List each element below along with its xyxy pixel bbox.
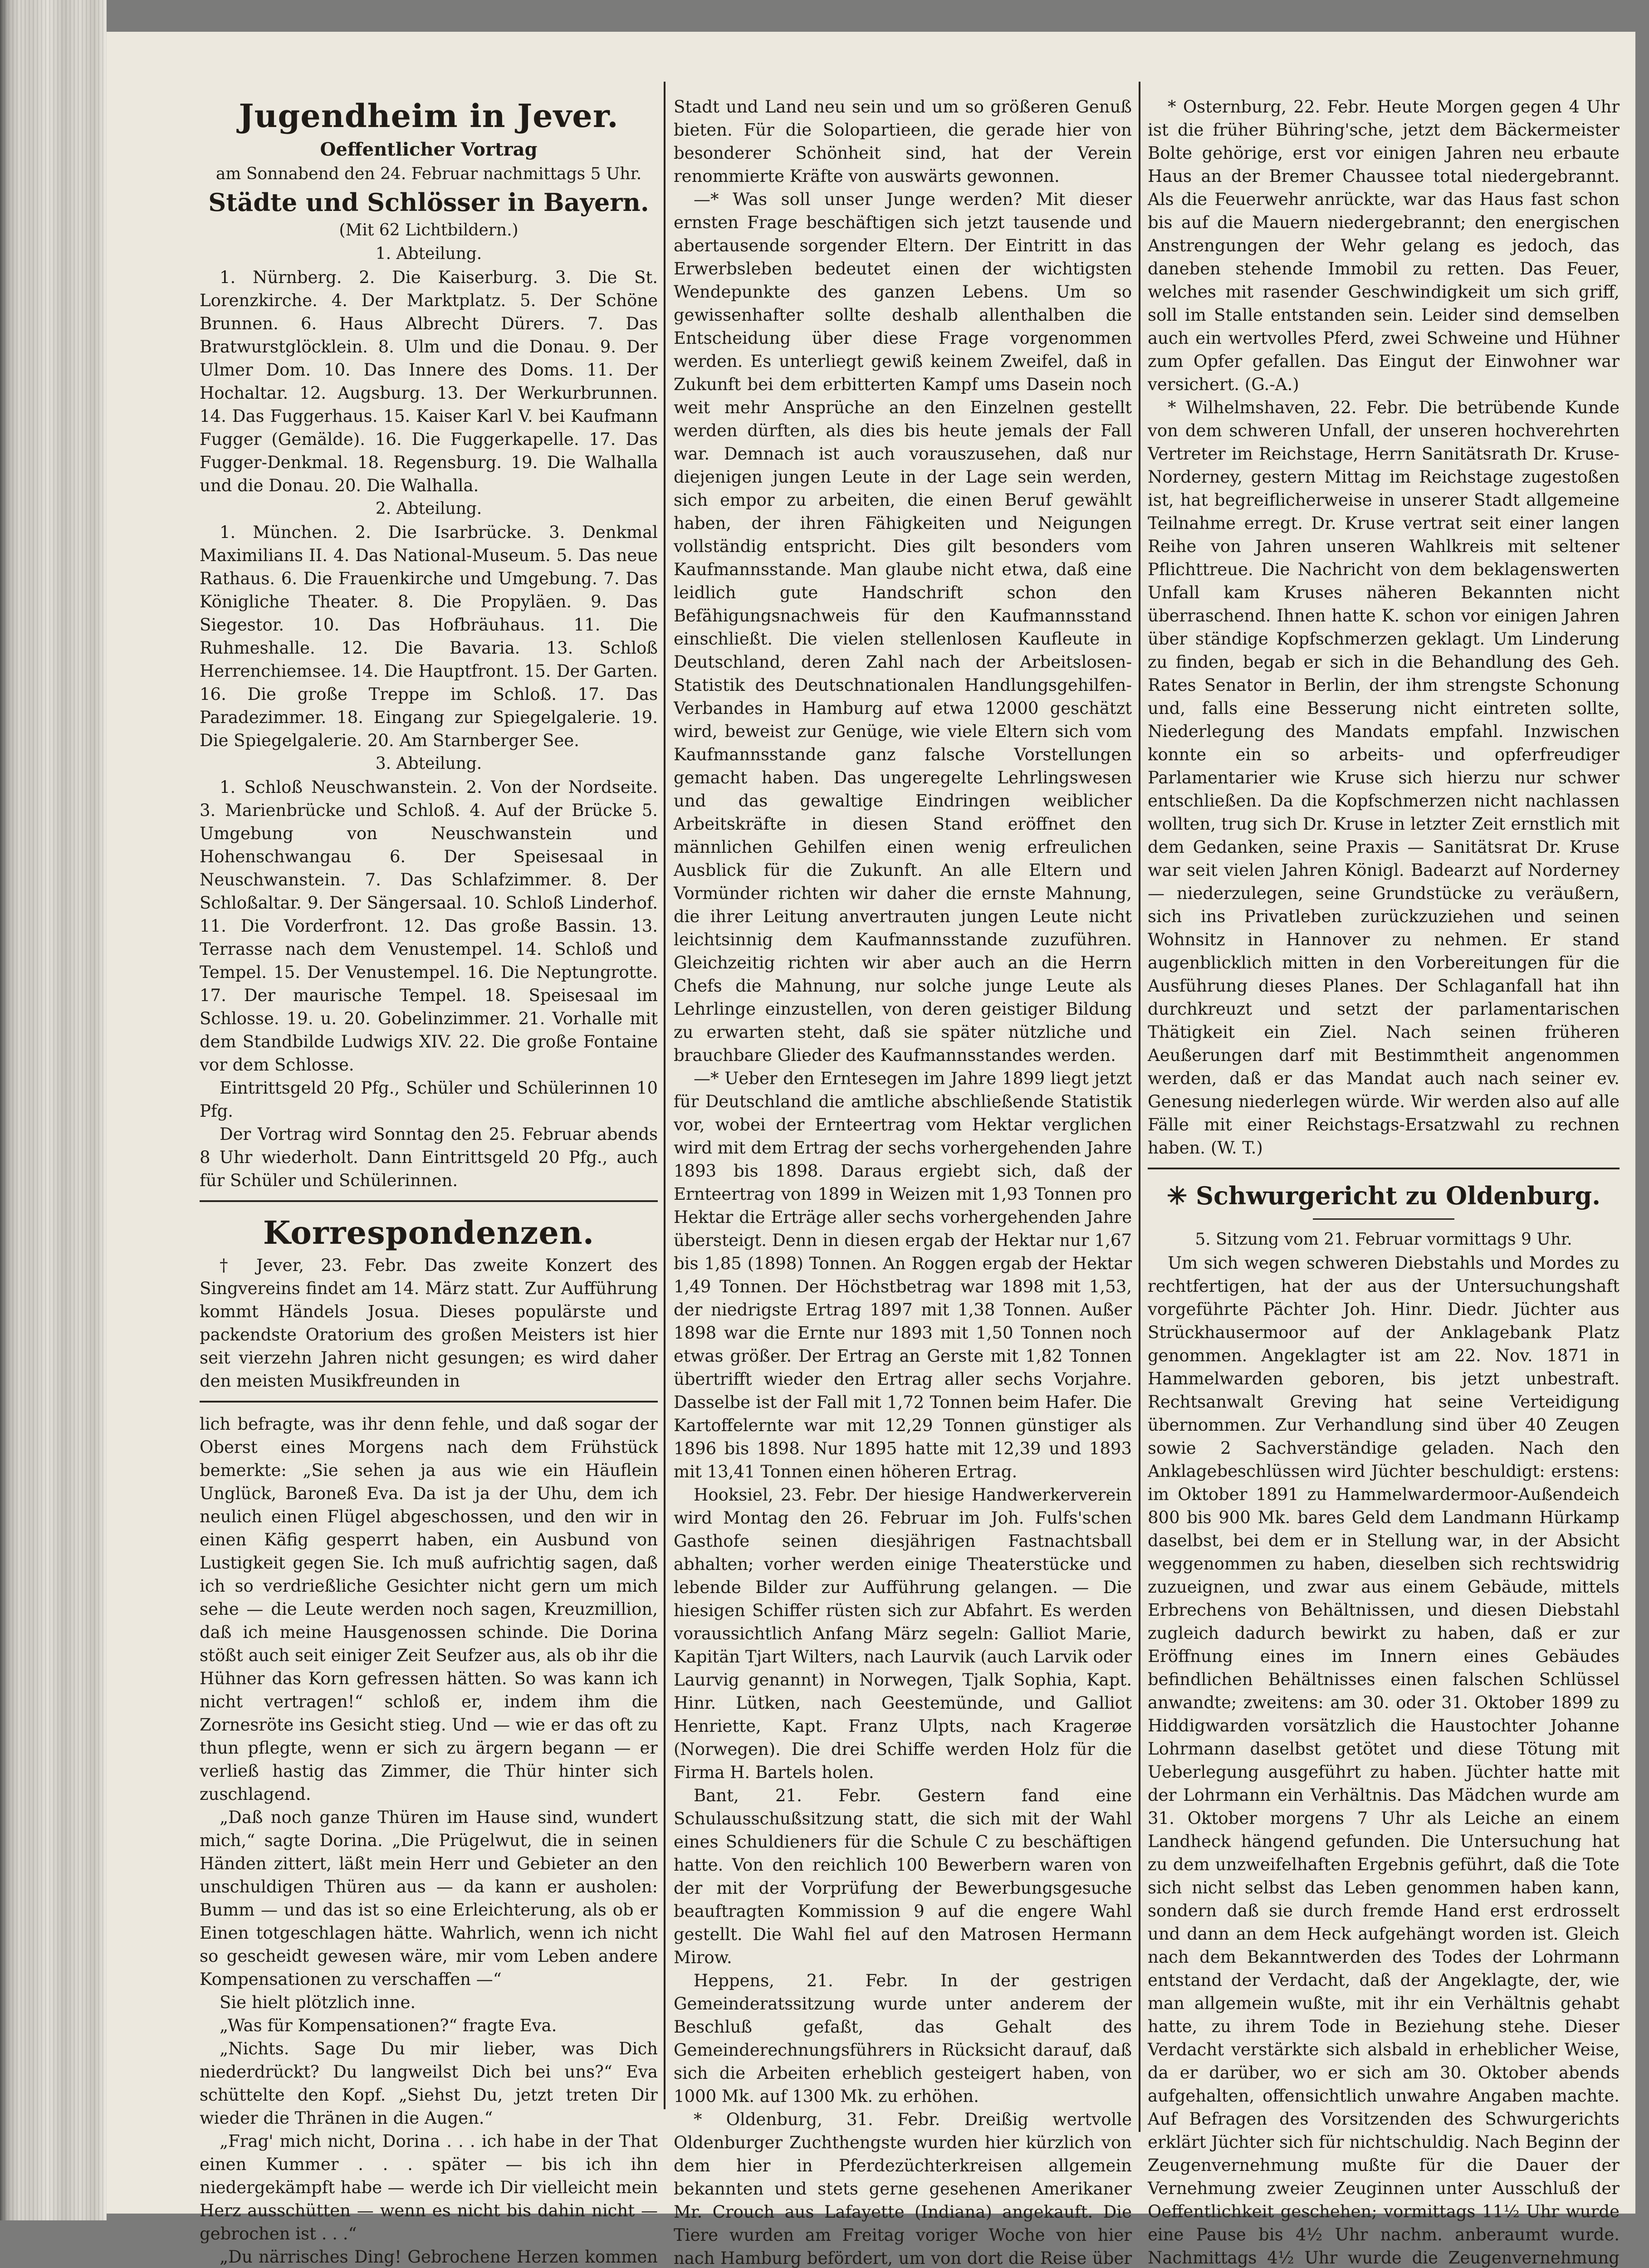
abteilung-3-label: 3. Abteilung. bbox=[375, 754, 482, 773]
article-erntesegen: —* Ueber den Erntesegen im Jahre 1899 liegt jetzt für Deutschland die amtliche abschließende Statistik vor, wobei der Ernteertrag vom Hektar verglichen wird mit dem Ertrag der sechs vorhergehenden Jahre 1893 bis 1898. Daraus ergiebt sich, daß der Ernteertrag von 1899 in Weizen mit 1,93 Tonnen pro Hektar die Erträge aller sechs vorhergehenden Jahre übersteigt. Denn in diesen ergab der Hektar nur 1,67 bis 1,85 (1898) Tonnen. An Roggen ergab der Hektar 1,49 Tonnen. Der Höchstbetrag war 1898 mit 1,53, der niedrigste Ertrag 1897 mit 1,38 Tonnen. Außer 1898 war die Ernte nur 1893 mit 1,50 Tonnen noch etwas größer. Der Ertrag an Gerste mit 1,82 Tonnen übertrifft wieder den Ertrag aller sechs Vorjahre. Dasselbe ist der Fall mit 1,72 Tonnen beim Hafer. Die Kartoffelernte war mit 12,29 Tonnen günstiger als 1896 bis 1898. Nur 1895 hatte mit 12,39 und 1893 mit 13,41 Tonnen einen höheren Ertrag. bbox=[674, 1069, 1132, 1481]
story-paragraph: „Was für Kompensationen?“ fragte Eva. bbox=[220, 2016, 557, 2035]
story-paragraph: „Frag' mich nicht, Dorina . . . ich habe in der That einen Kummer . . . später — bis ich ihn niedergekämpft habe — werde ich Dir vielleicht mein Herz ausschütten — wenn es nicht bis dahin nicht — gebrochen ist . . .“ bbox=[200, 2131, 658, 2244]
schwurgericht-paragraph: Um sich wegen schweren Diebstahls und Mordes zu rechtfertigen, hat der aus der Untersuchungshaft vorgeführte Pächter Joh. Hinr. Diedr. Jüchter aus Strückhausermoor auf der Anklagebank Platz genommen. Angeklagter ist am 22. Nov. 1871 in Hammelwarden geboren, bis jetzt unbestraft. Rechtsanwalt Greving hat seine Verteidigung übernommen. Zur Verhandlung sind über 40 Zeugen sowie 2 Sachverständige geladen. Nach den Anklagebeschlüssen wird Jüchter beschuldigt: erstens: im Oktober 1891 zu Hammelwardermoor-Außendeich 800 bis 900 Mk. bares Geld dem Landmann Hürkamp daselbst, bei dem er in Stellung war, in der Absicht weggenommen zu haben, dieselben sich rechtswidrig zuzueignen, und zwar aus einem Gebäude, mittels Erbrechens von Behältnissen, und diesen Diebstahl zugleich dadurch bewirkt zu haben, daß er zur Eröffnung eines im Innern eines Gebäudes befindlichen Behältnisses einen falschen Schlüssel anwandte; zweitens: am 30. oder 31. Oktober 1899 zu Hiddigwarden vorsätzlich die Haustochter Johanne Lohrmann daselbst getötet und diese Tötung mit Ueberlegung ausgeführt zu haben. Jüchter hatte mit der Lohrmann ein Verhältnis. Das Mädchen wurde am 31. Oktober morgens 7 Uhr als Leiche an einem Landheck hängend gefunden. Die Untersuchung hat zu dem unzweifelhaften Ergebnis geführt, daß die Tote sich nicht selbst das Leben genommen haben kann, sondern daß sie durch fremde Hand erst erdrosselt und dann an dem Heck aufgehängt worden ist. Gleich nach dem Bekanntwerden des Todes der Lohrmann entstand der Verdacht, daß der Angeklagte, der, wie man allgemein wußte, mit ihr ein Verhältnis gehabt hatte, zu ihrem Tode in Beziehung stehe. Dieser Verdacht verstärkte sich alsbald in erheblicher Weise, da er darüber, wo er sich am 30. Oktober abends aufgehalten, offensichtlich unwahre Angaben machte. Auf Befragen des Vorsitzenden des Schwurgerichts erklärt Jüchter sich für nichtschuldig. Nach Beginn der Zeugenvernehmung mußte für die Dauer der Vernehmung zweier Zeuginnen unter Ausschluß der Oeffentlichkeit geschehen; vormittags 11½ Uhr wurde eine Pause bis 4½ Uhr nachm. anberaumt wurde. Nachmittags 4½ Uhr wurde die Zeugenvernehmung bbox=[1148, 1253, 1620, 2268]
jugendheim-title: Jugendheim in Jever. bbox=[239, 97, 619, 135]
article-jever-continued: Stadt und Land neu sein und um so größeren Genuß bieten. Für die Solopartieen, die gerade hier von besonderer Schönheit sind, hat der Verein renommierte Kräfte von auswärts gewonnen. bbox=[674, 97, 1132, 186]
vortrag-heading: Oeffentlicher Vortrag bbox=[320, 139, 538, 160]
vortrag-date: am Sonnabend den 24. Februar nachmittags 5 Uhr. bbox=[215, 165, 642, 183]
schwurgericht-title: ✳ Schwurgericht zu Oldenburg. bbox=[1166, 1181, 1601, 1210]
section-rule bbox=[200, 1200, 658, 1202]
column-1 bbox=[200, 95, 658, 2267]
vortrag-topic: Städte und Schlösser in Bayern. bbox=[208, 188, 649, 217]
article-junge: —* Was soll unser Junge werden? Mit dieser ernsten Frage beschäftigen sich jetzt tausende und abertausende sorgender Eltern. Der Eintritt in das Erwerbsleben bedeutet einen der wichtigsten Wendepunkte des ganzen Lebens. Um so gewissenhafter sollte deshalb allenthalben die Entscheidung über diese Frage vorgenommen werden. Es unterliegt gewiß keinem Zweifel, daß in Zukunft bei dem erbitterten Kampf ums Dasein noch weit mehr Ansprüche an den Einzelnen gestellt werden dürften, als dies bis heute jemals der Fall war. Demnach ist auch vorauszusehen, daß nur diejenigen jungen Leute in der Lage sein werden, sich empor zu arbeiten, die einen Beruf gewählt haben, der ihren Fähigkeiten und Neigungen vollständig entspricht. Dies gilt besonders vom Kaufmannsstande. Man glaube nicht etwa, daß eine leidlich gute Handschrift schon den Befähigungsnachweis für den Kaufmannsstand einschließt. Die vielen stellenlosen Kaufleute in Deutschland, deren Zahl nach der Arbeitslosen-Statistik des Deutschnationalen Handlungsgehilfen-Verbandes in Hamburg auf etwa 12000 geschätzt wird, beweist zur Genüge, wie viele Eltern sich vom Kaufmannsstande ganz falsche Vorstellungen gemacht haben. Das ungeregelte Lehrlingswesen und das gewaltige Eindringen weiblicher Arbeitskräfte in diesen Stand eröffnet den männlichen Gehilfen einen wenig erfreulichen Ausblick für die Zukunft. An alle Eltern und Vormünder richten wir daher die ernste Mahnung, die ihrer Leitung anvertrauten jungen Leute nicht leichtsinnig dem Kaufmannsstande zuzuführen. Gleichzeitig richten wir aber auch an die Herrn Chefs die Mahnung, nur solche junge Leute als Lehrlinge einzustellen, von deren geistiger Bildung zu erwarten steht, daß sie später nützliche und brauchbare Glieder des Kaufmannsstandes werden. bbox=[674, 190, 1132, 1065]
article-bant: Bant, 21. Febr. Gestern fand eine Schulausschußsitzung statt, die sich mit der Wahl eines Schuldieners für die Schule C zu beschäftigen hatte. Von den reichlich 100 Bewerbern waren von der mit der Vorprüfung der Bewerbungsgesuche beauftragten Kommission 9 auf die engere Wahl gestellt. Die Wahl fiel auf den Matrosen Hermann Mirow. bbox=[674, 1786, 1132, 1967]
story-paragraph: lich befragte, was ihr denn fehle, und daß sogar der Oberst eines Morgens nach dem Frühstück bemerkte: „Sie sehen ja aus wie ein Häuflein Unglück, Baroneß Eva. Da ist ja der Uhu, dem ich neulich einen Flügel abgeschossen, und den wir in einen Käfig gesperrt haben, ein Ausbund von Lustigkeit gegen Sie. Ich muß aufrichtig sagen, daß ich so verdrießliche Gesichter nicht gern um mich sehe — die Leute werden noch sagen, Kreuzmillion, daß ich meine Hausgenossen schinde. Die Dorina stößt auch seit einiger Zeit Seufzer aus, als ob ihr die Hühner das Korn gefressen hätten. So was kann ich nicht vertragen!“ schloß er, indem ihm die Zornesröte ins Gesicht stieg. Und — wie er das oft zu thun pflegte, wenn er sich zu ärgern begann — er verließ hastig das Zimmer, die Thür hinter sich zuschlagend. bbox=[200, 1414, 658, 1804]
story-paragraph: „Du närrisches Ding! Gebrochene Herzen kommen bbox=[220, 2247, 658, 2267]
feuilleton-rule bbox=[200, 1401, 658, 1403]
article-oldenburg-1: * Oldenburg, 31. Febr. Dreißig wertvolle Oldenburger Zuchthengste wurden hier kürzlich von dem hier in Pferdezüchterkreisen allgemein bekannten und stets gerne gesehenen Amerikaner Mr. Crouch aus Lafayette (Indiana) angekauft. Die Tiere wurden am Freitag voriger Woche von hier nach Hamburg befördert, um von dort die Reise über bbox=[674, 2110, 1132, 2268]
article-jever: † Jever, 23. Febr. Das zweite Konzert des Singvereins findet am 14. März statt. Zur Aufführung kommt Händels Josua. Dieses populärste und packendste Oratorium des großen Meisters ist hier seit vierzehn Jahren nicht gesungen; es wird daher den meisten Musikfreunden in bbox=[200, 1256, 658, 1391]
abteilung-1-text: 1. Nürnberg. 2. Die Kaiserburg. 3. Die St. Lorenzkirche. 4. Der Marktplatz. 5. Der Schöne Brunnen. 6. Haus Albrecht Dürers. 7. Das Bratwurstglöcklein. 8. Ulm und die Donau. 9. Der Ulmer Dom. 10. Das Innere des Doms. 11. Der Hochaltar. 12. Augsburg. 13. Der Werkurbrunnen. 14. Das Fuggerhaus. 15. Kaiser Karl V. bei Kaufmann Fugger (Gemälde). 16. Die Fuggerkapelle. 17. Das Fugger-Denkmal. 18. Regensburg. 19. Die Walhalla und die Donau. 20. Die Walhalla. bbox=[200, 268, 658, 495]
story-paragraph: „Nichts. Sage Du mir lieber, was Dich niederdrückt? Du langweilst Dich bei uns?“ Eva schüttelte den Kopf. „Siehst Du, jetzt treten Dir wieder die Thränen in die Augen.“ bbox=[200, 2039, 658, 2128]
column-3 bbox=[1148, 95, 1620, 2268]
abteilung-1-label: 1. Abteilung. bbox=[375, 244, 482, 263]
article-osternburg: * Osternburg, 22. Febr. Heute Morgen gegen 4 Uhr ist die früher Bühring'sche, jetzt dem Bäckermeister Bolte gehörige, erst vor einigen Jahren neu erbaute Haus an der Bremer Chaussee total niedergebrannt. Als die Feuerwehr anrückte, war das Haus fast schon bis auf die Mauern niedergebrannt; den energischen Anstrengungen der Wehr gelang es jedoch, das daneben stehende Immobil zu retten. Das Feuer, welches mit rasender Geschwindigkeit um sich griff, soll im Stalle entstanden sein. Leider sind demselben auch ein wertvolles Pferd, zwei Schweine und Hühner zum Opfer gefallen. Das Eingut der Einwohner war versichert. (G.-A.) bbox=[1148, 97, 1620, 394]
section-rule bbox=[1148, 1168, 1620, 1169]
title-underline bbox=[1313, 1218, 1454, 1220]
korrespondenzen-title: Korrespondenzen. bbox=[263, 1214, 595, 1251]
column-2 bbox=[674, 95, 1132, 2268]
vortrag-images: (Mit 62 Lichtbildern.) bbox=[339, 221, 519, 240]
sitzung-line: 5. Sitzung vom 21. Februar vormittags 9 Uhr. bbox=[1195, 1230, 1572, 1249]
article-heppens: Heppens, 21. Febr. In der gestrigen Gemeinderatssitzung wurde unter anderem der Beschluß gefaßt, das Gehalt des Gemeinderechnungsführers in Rücksicht darauf, daß sich die Arbeiten erheblich gesteigert haben, von 1000 Mk. auf 1300 Mk. zu erhöhen. bbox=[674, 1971, 1132, 2106]
article-wilhelmshaven: * Wilhelmshaven, 22. Febr. Die betrübende Kunde von dem schweren Unfall, der unseren hochverehrten Vertreter im Reichstage, Herrn Sanitätsrath Dr. Kruse-Norderney, gestern Mittag im Reichstage zugestoßen ist, hat begreiflicherweise in unserer Stadt allgemeine Teilnahme erregt. Dr. Kruse vertrat seit einer langen Reihe von Jahren unseren Wahlkreis mit seltener Pflichttreue. Die Nachricht von dem beklagenswerten Unfall kam Kruses näheren Bekannten nicht überraschend. Ihnen hatte K. schon vor einigen Jahren über ständige Kopfschmerzen geklagt. Um Linderung zu finden, begab er sich in die Behandlung des Geh. Rates Senator in Berlin, der ihm strengste Schonung und, falls eine Besserung nicht eintreten sollte, Niederlegung des Mandats empfahl. Inzwischen konnte ein so arbeits- und opferfreudiger Parlamentarier wie Kruse sich hierzu nur schwer entschließen. Da die Kopfschmerzen nicht nachlassen wollten, trug sich Dr. Kruse in letzter Zeit ernstlich mit dem Gedanken, seine Praxis — Sanitätsrat Dr. Kruse war seit vielen Jahren Königl. Badearzt auf Norderney — niederzulegen, seine Grundstücke zu veräußern, sich ins Privatleben zurückzuziehen und seinen Wohnsitz in Hannover zu nehmen. Er stand augenblicklich mitten in den Vorbereitungen für die Ausführung dieses Planes. Der Schlaganfall hat ihn durchkreuzt und setzt der parlamentarischen Thätigkeit ein Ziel. Nach seinen früheren Aeußerungen darf mit Bestimmtheit angenommen werden, daß er das Mandat auch nach seiner ev. Genesung niederlegen würde. Wir werden also auf alle Fälle mit einer Reichstags-Ersatzwahl zu rechnen haben. (W. T.) bbox=[1148, 398, 1620, 1158]
abteilung-3-text: 1. Schloß Neuschwanstein. 2. Von der Nordseite. 3. Marienbrücke und Schloß. 4. Auf der Brücke 5. Umgebung von Neuschwanstein und Hohenschwangau 6. Der Speisesaal in Neuschwanstein. 7. Das Schlafzimmer. 8. Der Schloßaltar. 9. Der Sängersaal. 10. Schloß Linderhof. 11. Die Vorderfront. 12. Das große Bassin. 13. Terrasse nach dem Venustempel. 14. Schloß und Tempel. 15. Der Venustempel. 16. Die Neptungrotte. 17. Der maurische Tempel. 18. Speisesaal im Schlosse. 19. u. 20. Gobelinzimmer. 21. Vorhalle mit dem Standbilde Ludwigs XIV. 22. Die große Fontaine vor dem Schlosse. bbox=[200, 777, 658, 1075]
newspaper-page bbox=[107, 32, 1635, 2268]
column-rule-1 bbox=[664, 82, 665, 2109]
article-hooksiel: Hooksiel, 23. Febr. Der hiesige Handwerkerverein wird Montag den 26. Februar im Joh. Fulfs'schen Gasthofe seinen diesjährigen Fastnachtsball abhalten; vorher werden einige Theaterstücke und lebende Bilder zur Aufführung gelangen. — Die hiesigen Schiffer rüsten sich zur Abfahrt. Es werden voraussichtlich Anfang März segeln: Galliot Marie, Kapitän Tjart Wilters, nach Laurvik (auch Larvik oder Laurvig genannt) in Norwegen, Tjalk Sophia, Kapt. Hinr. Lütken, nach Geestemünde, und Galliot Henriette, Kapt. Franz Ulpts, nach Kragerøe (Norwegen). Die drei Schiffe werden Holz für die Firma H. Bartels holen. bbox=[674, 1485, 1132, 1782]
abteilung-2-text: 1. München. 2. Die Isarbrücke. 3. Denkmal Maximilians II. 4. Das National-Museum. 5. Das neue Rathaus. 6. Die Frauenkirche und Umgebung. 7. Das Königliche Theater. 8. Die Propyläen. 9. Das Siegestor. 10. Das Hofbräuhaus. 11. Die Ruhmeshalle. 12. Die Bavaria. 13. Schloß Herrenchiemsee. 14. Die Hauptfront. 15. Der Garten. 16. Die große Treppe im Schloß. 17. Das Paradezimmer. 18. Eingang zur Spiegelgalerie. 19. Die Spiegelgalerie. 20. Am Starnberger See. bbox=[200, 523, 658, 750]
story-paragraph: Sie hielt plötzlich inne. bbox=[220, 1993, 416, 2012]
story-paragraph: „Daß noch ganze Thüren im Hause sind, wundert mich,“ sagte Dorina. „Die Prügelwut, die in seinen Händen zittert, läßt mein Herr und Gebieter an den unschuldigen Thüren aus — da kann er ausholen: Bumm — und das ist so eine Erleichterung, als ob er Einen totgeschlagen hätte. Wahrlich, wenn ich nicht so gescheidt gewesen wäre, mir vom Leben andere Kompensationen zu verschaffen —“ bbox=[200, 1808, 658, 1989]
wiederholt-text: Der Vortrag wird Sonntag den 25. Februar abends 8 Uhr wiederholt. Dann Eintrittsgeld 20 Pfg., auch für Schüler und Schülerinnen. bbox=[200, 1124, 658, 1190]
abteilung-2-label: 2. Abteilung. bbox=[375, 499, 482, 518]
book-page-edges bbox=[0, 0, 107, 2220]
column-rule-2 bbox=[1139, 82, 1140, 2132]
eintritt-text: Eintrittsgeld 20 Pfg., Schüler und Schülerinnen 10 Pfg. bbox=[200, 1078, 658, 1121]
